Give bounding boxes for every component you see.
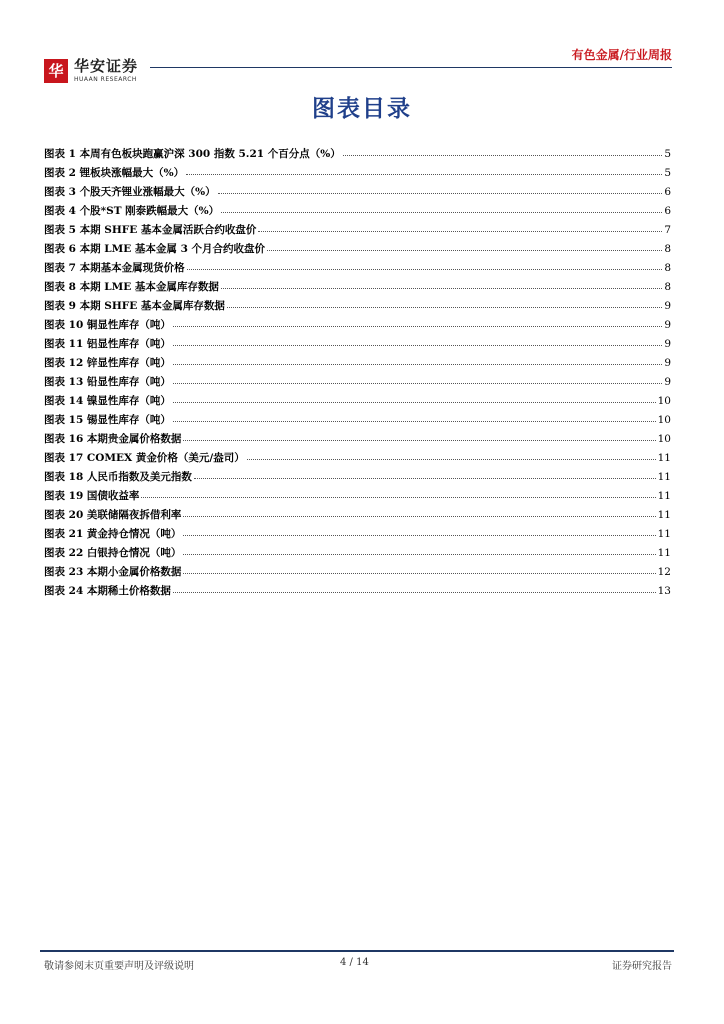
dot-leader <box>173 382 662 384</box>
toc-entry-page: 10 <box>657 414 671 426</box>
toc-entry[interactable] <box>44 298 671 317</box>
toc-entry[interactable] <box>44 317 671 336</box>
dot-leader <box>221 287 662 289</box>
page-title: 图表目录 <box>312 95 412 122</box>
table-of-figures <box>44 146 671 602</box>
toc-entry-label: 图表 15 锡显性库存（吨） <box>44 414 171 426</box>
logo-cn: 华安证券 <box>74 57 139 75</box>
toc-entry-label: 图表 8 本期 LME 基本金属库存数据 <box>44 281 219 293</box>
dot-leader <box>173 401 656 403</box>
toc-entry-page: 11 <box>657 528 671 540</box>
toc-entry-label: 图表 9 本期 SHFE 基本金属库存数据 <box>44 300 225 312</box>
dot-leader <box>221 211 662 213</box>
dot-leader <box>183 515 655 517</box>
toc-entry-page: 9 <box>664 376 671 388</box>
dot-leader <box>173 363 662 365</box>
dot-leader <box>183 572 655 574</box>
toc-entry-label: 图表 4 个股*ST 刚泰跌幅最大（%） <box>44 205 220 217</box>
header-divider <box>150 67 672 68</box>
toc-entry[interactable] <box>44 393 671 412</box>
toc-entry[interactable] <box>44 146 671 165</box>
toc-entry-label: 图表 21 黄金持仓情况（吨） <box>44 528 182 540</box>
dot-leader <box>183 553 655 555</box>
toc-entry-page: 9 <box>664 357 671 369</box>
toc-entry-label: 图表 1 本周有色板块跑赢沪深 300 指数 5.21 个百分点（%） <box>44 148 341 160</box>
toc-entry-page: 11 <box>657 547 671 559</box>
toc-entry-page: 8 <box>664 243 671 255</box>
dot-leader <box>247 458 656 460</box>
toc-entry-label: 图表 17 COMEX 黄金价格（美元/盎司） <box>44 452 245 464</box>
toc-entry-label: 图表 12 锌显性库存（吨） <box>44 357 171 369</box>
logo-icon: 华 <box>44 59 68 83</box>
toc-entry-label: 图表 16 本期贵金属价格数据 <box>44 433 182 445</box>
dot-leader <box>173 325 662 327</box>
report-type: 证券研究报告 <box>612 961 672 972</box>
toc-entry-page: 8 <box>664 262 671 274</box>
page-number: 4 / 14 <box>340 957 369 968</box>
toc-entry[interactable] <box>44 355 671 374</box>
toc-entry-label: 图表 14 镍显性库存（吨） <box>44 395 171 407</box>
toc-entry[interactable] <box>44 336 671 355</box>
toc-entry[interactable] <box>44 374 671 393</box>
toc-entry-label: 图表 24 本期稀土价格数据 <box>44 585 171 597</box>
page-header <box>0 0 724 90</box>
dot-leader <box>194 477 656 479</box>
toc-entry-label: 图表 13 铅显性库存（吨） <box>44 376 171 388</box>
toc-entry-page: 9 <box>664 300 671 312</box>
toc-entry[interactable] <box>44 260 671 279</box>
dot-leader <box>183 534 655 536</box>
dot-leader <box>343 154 663 156</box>
toc-entry-page: 5 <box>664 167 671 179</box>
toc-entry-page: 9 <box>664 338 671 350</box>
toc-entry[interactable] <box>44 526 671 545</box>
dot-leader <box>187 268 663 270</box>
dot-leader <box>173 420 656 422</box>
dot-leader <box>173 591 656 593</box>
toc-entry-label: 图表 23 本期小金属价格数据 <box>44 566 182 578</box>
toc-entry[interactable] <box>44 279 671 298</box>
toc-entry-page: 11 <box>657 490 671 502</box>
toc-entry-label: 图表 7 本期基本金属现货价格 <box>44 262 185 274</box>
toc-entry[interactable] <box>44 469 671 488</box>
toc-entry-label: 图表 3 个股天齐锂业涨幅最大（%） <box>44 186 216 198</box>
toc-entry[interactable] <box>44 488 671 507</box>
toc-entry[interactable] <box>44 412 671 431</box>
toc-entry-label: 图表 11 铝显性库存（吨） <box>44 338 171 350</box>
disclaimer-note: 敬请参阅末页重要声明及评级说明 <box>44 961 194 972</box>
toc-entry-label: 图表 2 锂板块涨幅最大（%） <box>44 167 185 179</box>
report-section: 有色金属/行业周报 <box>571 48 672 62</box>
toc-entry[interactable] <box>44 165 671 184</box>
toc-entry-page: 11 <box>657 452 671 464</box>
toc-entry-page: 6 <box>664 205 671 217</box>
toc-entry[interactable] <box>44 431 671 450</box>
toc-entry-label: 图表 5 本期 SHFE 基本金属活跃合约收盘价 <box>44 224 257 236</box>
toc-entry-page: 8 <box>664 281 671 293</box>
toc-entry[interactable] <box>44 583 671 602</box>
toc-entry[interactable] <box>44 203 671 222</box>
toc-entry-page: 13 <box>657 585 671 597</box>
toc-entry-page: 7 <box>664 224 671 236</box>
toc-entry-label: 图表 18 人民币指数及美元指数 <box>44 471 192 483</box>
dot-leader <box>218 192 663 194</box>
toc-entry[interactable] <box>44 545 671 564</box>
toc-entry-label: 图表 22 白银持仓情况（吨） <box>44 547 182 559</box>
dot-leader <box>267 249 662 251</box>
logo-en: HUAAN RESEARCH <box>74 76 137 83</box>
footer-divider <box>40 950 674 952</box>
dot-leader <box>227 306 662 308</box>
toc-entry[interactable] <box>44 222 671 241</box>
dot-leader <box>186 173 662 175</box>
toc-entry[interactable] <box>44 564 671 583</box>
toc-entry-label: 图表 6 本期 LME 基本金属 3 个月合约收盘价 <box>44 243 266 255</box>
dot-leader <box>258 230 662 232</box>
toc-entry-label: 图表 19 国债收益率 <box>44 490 140 502</box>
toc-entry-page: 6 <box>664 186 671 198</box>
toc-entry[interactable] <box>44 184 671 203</box>
toc-entry-page: 11 <box>657 509 671 521</box>
toc-entry-page: 12 <box>657 566 671 578</box>
dot-leader <box>141 496 655 498</box>
toc-entry[interactable] <box>44 507 671 526</box>
toc-entry[interactable] <box>44 450 671 469</box>
dot-leader <box>173 344 662 346</box>
toc-entry[interactable] <box>44 241 671 260</box>
toc-entry-page: 11 <box>657 471 671 483</box>
logo-text <box>74 58 138 84</box>
toc-entry-label: 图表 20 美联储隔夜拆借利率 <box>44 509 182 521</box>
toc-entry-label: 图表 10 铜显性库存（吨） <box>44 319 171 331</box>
toc-entry-page: 10 <box>657 433 671 445</box>
dot-leader <box>183 439 655 441</box>
toc-entry-page: 10 <box>657 395 671 407</box>
toc-entry-page: 9 <box>664 319 671 331</box>
toc-entry-page: 5 <box>664 148 671 160</box>
company-logo <box>44 58 138 84</box>
